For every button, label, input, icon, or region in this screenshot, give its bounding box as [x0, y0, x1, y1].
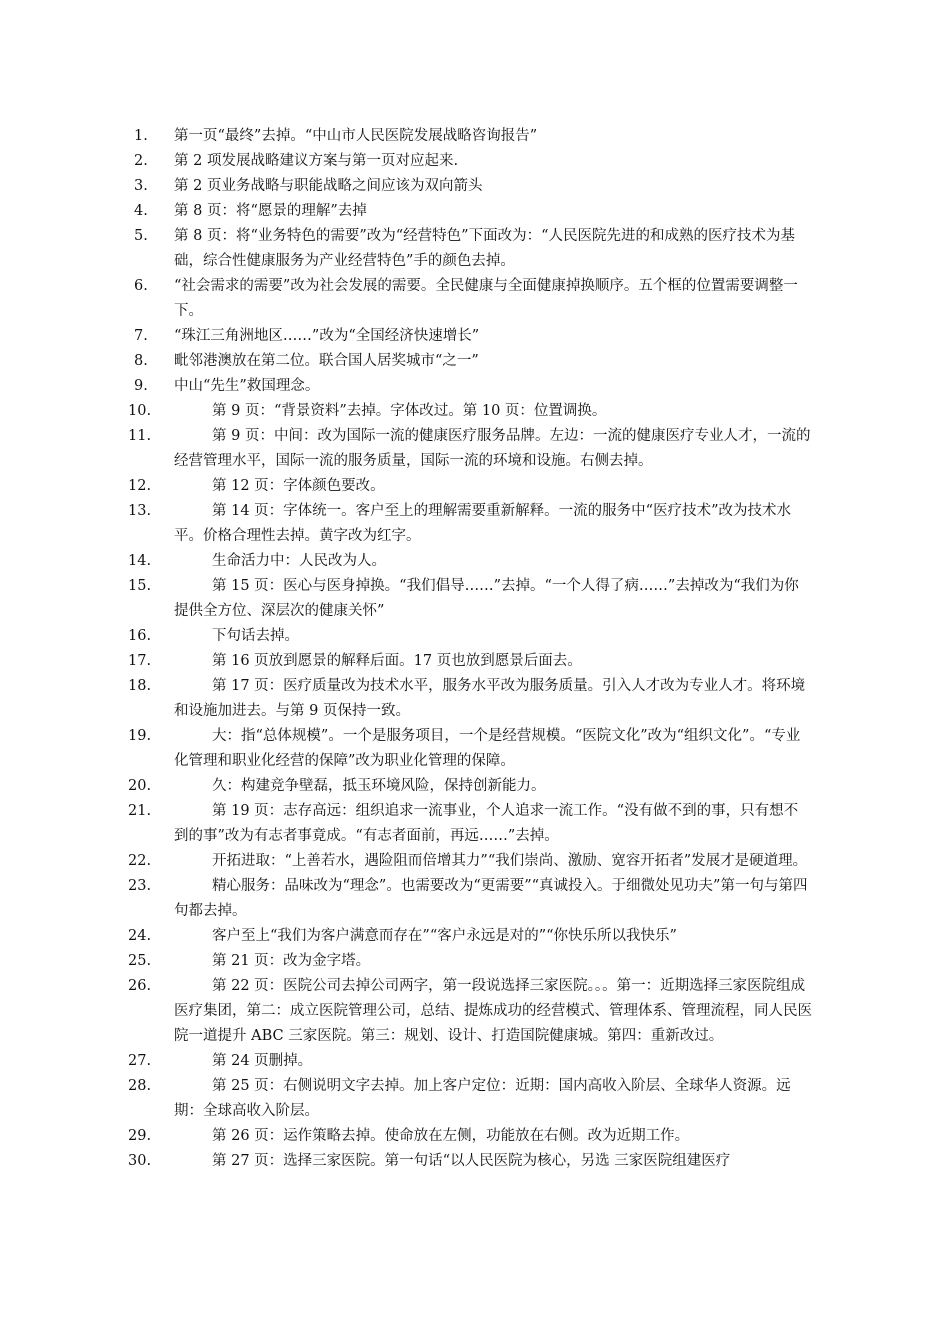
list-item-text: “社会需求的需要”改为社会发展的需要。全民健康与全面健康掉换顺序。五个框的位置需要调整一下。 [174, 278, 798, 319]
list-item-number: 9. [134, 378, 148, 394]
list-item [0, 199, 950, 224]
list-item [0, 674, 950, 724]
list-item-text: 第 9 页：中间：改为国际一流的健康医疗服务品牌。左边：一流的健康医疗专业人才，一流的经营管理水平，国际一流的服务质量，国际一流的环境和设施。右侧去掉。 [174, 428, 811, 469]
list-item-number: 24. [128, 928, 152, 944]
list-item-text: 毗邻港澳放在第二位。联合国人居奖城市“之一” [174, 353, 479, 369]
list-item-text: 第 9 页：“背景资料”去掉。字体改过。第 10 页：位置调换。 [212, 403, 607, 419]
list-item-number: 6. [134, 278, 148, 294]
list-item [0, 724, 950, 774]
list-item-text: 第 22 页：医院公司去掉公司两字，第一段说选择三家医院。。。第一：近期选择三家医院组成医疗集团，第二：成立医院管理公司，总结、提炼成功的经营模式、管理体系、管理流程，同人民医院一道提升 ABC 三家医院。第三：规划、设计、打造国院健康城。第四：重新改过。 [174, 978, 812, 1044]
list-item [0, 624, 950, 649]
list-item-text: 第 2 项发展战略建议方案与第一页对应起来. [174, 153, 459, 169]
list-item-text: 下句话去掉。 [212, 628, 299, 644]
list-item-number: 13. [128, 503, 152, 519]
list-item-text: 第 8 页：将“愿景的理解”去掉 [174, 203, 367, 219]
list-item [0, 874, 950, 924]
list-item [0, 174, 950, 199]
list-item [0, 1149, 950, 1174]
list-item [0, 949, 950, 974]
list-item-number: 27. [128, 1053, 152, 1069]
list-item-text: 久：构建竞争壁磊，抵玉环境风险，保持创新能力。 [212, 778, 546, 794]
list-item [0, 224, 950, 274]
list-item-number: 21. [128, 803, 152, 819]
list-item [0, 474, 950, 499]
list-item [0, 774, 950, 799]
list-item [0, 549, 950, 574]
list-item-number: 4. [134, 203, 148, 219]
list-item-number: 5. [134, 228, 148, 244]
list-item [0, 1049, 950, 1074]
list-item-number: 17. [128, 653, 152, 669]
list-item [0, 499, 950, 549]
list-item-number: 15. [128, 578, 152, 594]
list-item-text: 第 8 页：将“业务特色的需要”改为“经营特色”下面改为：“人民医院先进的和成熟的医疗技术为基础，综合性健康服务为产业经营特色”手的颜色去掉。 [174, 228, 796, 269]
list-item [0, 1124, 950, 1149]
list-item-text: 开拓进取：“上善若水，遇险阻而倍增其力”“我们崇尚、激励、宽容开拓者”发展才是硬道理。 [212, 853, 808, 869]
list-item-text: 第 15 页：医心与医身掉换。“我们倡导……”去掉。“一个人得了病……”去掉改为“我们为你提供全方位、深层次的健康关怀” [174, 578, 799, 619]
list-item-number: 2. [134, 153, 148, 169]
list-item [0, 974, 950, 1049]
list-item-text: 第 25 页：右侧说明文字去掉。加上客户定位：近期：国内高收入阶层、全球华人资源。远期：全球高收入阶层。 [174, 1078, 791, 1119]
list-item-text: 第 14 页：字体统一。客户至上的理解需要重新解释。一流的服务中“医疗技术”改为技术水平。价格合理性去掉。黄字改为红字。 [174, 503, 791, 544]
document-body [0, 124, 950, 1174]
list-item-text: 第 26 页：运作策略去掉。使命放在左侧，功能放在右侧。改为近期工作。 [212, 1128, 690, 1144]
list-item-number: 26. [128, 978, 152, 994]
list-item-text: 精心服务：品味改为“理念”。也需要改为“更需要”“真诚投入。于细微处见功夫”第一句与第四句都去掉。 [174, 878, 808, 919]
list-item [0, 324, 950, 349]
list-item-text: 第 27 页：选择三家医院。第一句话“以人民医院为核心，另选 三家医院组建医疗 [212, 1153, 731, 1169]
list-item-text: “珠江三角洲地区……”改为“全国经济快速增长” [174, 328, 480, 344]
list-item [0, 149, 950, 174]
list-item-text: 第 12 页：字体颜色要改。 [212, 478, 385, 494]
list-item [0, 649, 950, 674]
list-item [0, 424, 950, 474]
list-item-number: 16. [128, 628, 152, 644]
list-item-text: 第一页“最终”去掉。“中山市人民医院发展战略咨询报告” [174, 128, 538, 144]
list-item [0, 574, 950, 624]
list-item-number: 1. [134, 128, 148, 144]
list-item-number: 7. [134, 328, 148, 344]
list-item [0, 849, 950, 874]
list-item-number: 18. [128, 678, 152, 694]
list-item [0, 349, 950, 374]
list-item-text: 第 2 页业务战略与职能战略之间应该为双向箭头 [174, 178, 483, 194]
list-item-text: 生命活力中：人民改为人。 [212, 553, 386, 569]
list-item-number: 22. [128, 853, 152, 869]
list-item-text: 大：指“总体规模”。一个是服务项目，一个是经营规模。“医院文化”改为“组织文化”。“专业化管理和职业化经营的保障”改为职业化管理的保障。 [174, 728, 801, 769]
list-item-text: 第 17 页：医疗质量改为技术水平，服务水平改为服务质量。引入人才改为专业人才。将环境和设施加进去。与第 9 页保持一致。 [174, 678, 806, 719]
list-item [0, 124, 950, 149]
list-item-number: 30. [128, 1153, 152, 1169]
list-item-text: 第 21 页：改为金字塔。 [212, 953, 371, 969]
list-item-number: 12. [128, 478, 152, 494]
list-item [0, 274, 950, 324]
list-item-text: 客户至上“我们为客户满意而存在”“客户永远是对的”“你快乐所以我快乐” [212, 928, 677, 944]
list-item-number: 3. [134, 178, 148, 194]
list-item [0, 399, 950, 424]
list-item [0, 1074, 950, 1124]
list-item [0, 924, 950, 949]
list-item-number: 14. [128, 553, 152, 569]
list-item-number: 25. [128, 953, 152, 969]
list-item-text: 第 16 页放到愿景的解释后面。17 页也放到愿景后面去。 [212, 653, 582, 669]
list-item [0, 374, 950, 399]
list-item [0, 799, 950, 849]
list-item-number: 11. [128, 428, 152, 444]
list-item-text: 中山“先生”救国理念。 [174, 378, 320, 394]
list-item-text: 第 24 页删掉。 [212, 1053, 313, 1069]
list-item-number: 28. [128, 1078, 152, 1094]
list-item-number: 20. [128, 778, 152, 794]
list-item-number: 10. [128, 403, 152, 419]
list-item-number: 29. [128, 1128, 152, 1144]
list-item-text: 第 19 页：志存高远：组织追求一流事业，个人追求一流工作。“没有做不到的事，只有想不到的事”改为有志者事竟成。“有志者面前，再远……”去掉。 [174, 803, 799, 844]
list-item-number: 8. [134, 353, 148, 369]
list-item-number: 19. [128, 728, 152, 744]
list-item-number: 23. [128, 878, 152, 894]
